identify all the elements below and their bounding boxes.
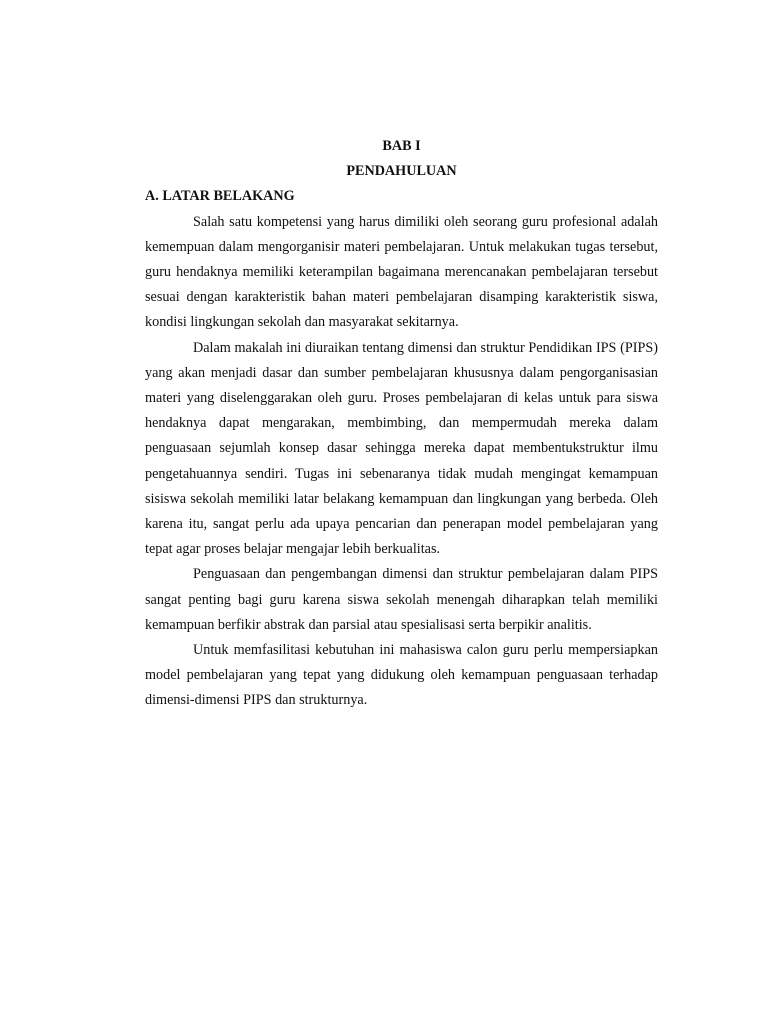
- paragraph: Dalam makalah ini diuraikan tentang dimensi dan struktur Pendidikan IPS (PIPS) yang akan menjadi dasar dan sumber pembelajaran khususnya dalam pengorganisasian materi yang diselenggarakan oleh guru. Proses pembelajaran di kelas untuk para siswa hendaknya dapat mengarakan, membimbing, dan mempermudah mereka dalam penguasaan sejumlah konsep dasar sehingga mereka dapat membentukstruktur ilmu pengetahuannya sendiri. Tugas ini sebenaranya tidak mudah mengingat kemampuan sisiswa sekolah memiliki latar belakang kemampuan dan lingkungan yang berbeda. Oleh karena itu, sangat perlu ada upaya pencarian dan penerapan model pembelajaran yang tepat agar proses belajar mengajar lebih berkualitas.: [145, 339, 658, 558]
- paragraph: Untuk memfasilitasi kebutuhan ini mahasiswa calon guru perlu mempersiapkan model pembelajaran yang tepat yang didukung oleh kemampuan penguasaan terhadap dimensi-dimensi PIPS dan strukturnya.: [145, 642, 658, 709]
- chapter-label: BAB I: [382, 138, 421, 154]
- paragraph: Salah satu kompetensi yang harus dimiliki oleh seorang guru profesional adalah kemempuan dalam mengorganisir materi pembelajaran. Untuk melakukan tugas tersebut, guru hendaknya memiliki keterampilan bagaimana merencanakan pembelajaran tersebut sesuai dengan karakteristik bahan materi pembelajaran disamping karakteristik siswa, kondisi lingkungan sekolah dan masyarakat sekitarnya.: [145, 213, 658, 331]
- paragraph: Penguasaan dan pengembangan dimensi dan struktur pembelajaran dalam PIPS sangat penting bagi guru karena siswa sekolah menengah diharapkan telah memiliki kemampuan berfikir abstrak dan parsial atau spesialisasi serta berpikir analitis.: [145, 566, 658, 633]
- page-content: [145, 134, 658, 714]
- section-heading: A. LATAR BELAKANG: [145, 188, 295, 205]
- chapter-title: PENDAHULUAN: [346, 163, 457, 180]
